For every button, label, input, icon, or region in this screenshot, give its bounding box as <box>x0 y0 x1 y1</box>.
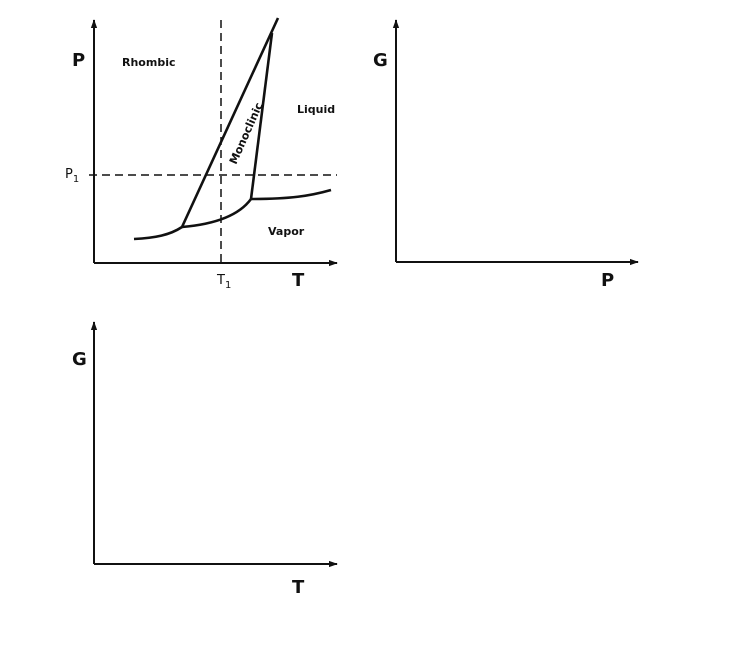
liquid-vapor-curve <box>251 190 331 199</box>
g-vs-p-x-axis-label: P <box>601 270 615 291</box>
pressure-marker-label: $P_1$ <box>65 167 80 185</box>
g-vs-t-panel <box>72 322 337 598</box>
region-label-liquid: Liquid <box>297 103 336 116</box>
g-vs-p-panel <box>373 20 638 291</box>
rhombic-monoclinic-boundary <box>182 18 278 227</box>
g-vs-p-y-axis-label: G <box>373 50 388 71</box>
phase-diagram-y-axis-label: P <box>72 50 86 71</box>
g-vs-t-y-axis-label: G <box>72 349 87 370</box>
temperature-marker-label: $T_1$ <box>217 273 232 291</box>
region-label-vapor: Vapor <box>268 225 305 238</box>
sublimation-curve-rhombic-vapor <box>134 227 182 239</box>
g-vs-t-x-axis-label: T <box>292 577 305 598</box>
region-label-monoclinic: Monoclinic <box>226 100 266 167</box>
phase-diagram-panel <box>65 18 337 291</box>
phase-diagram-x-axis-label: T <box>292 270 305 291</box>
region-label-rhombic: Rhombic <box>122 56 176 69</box>
